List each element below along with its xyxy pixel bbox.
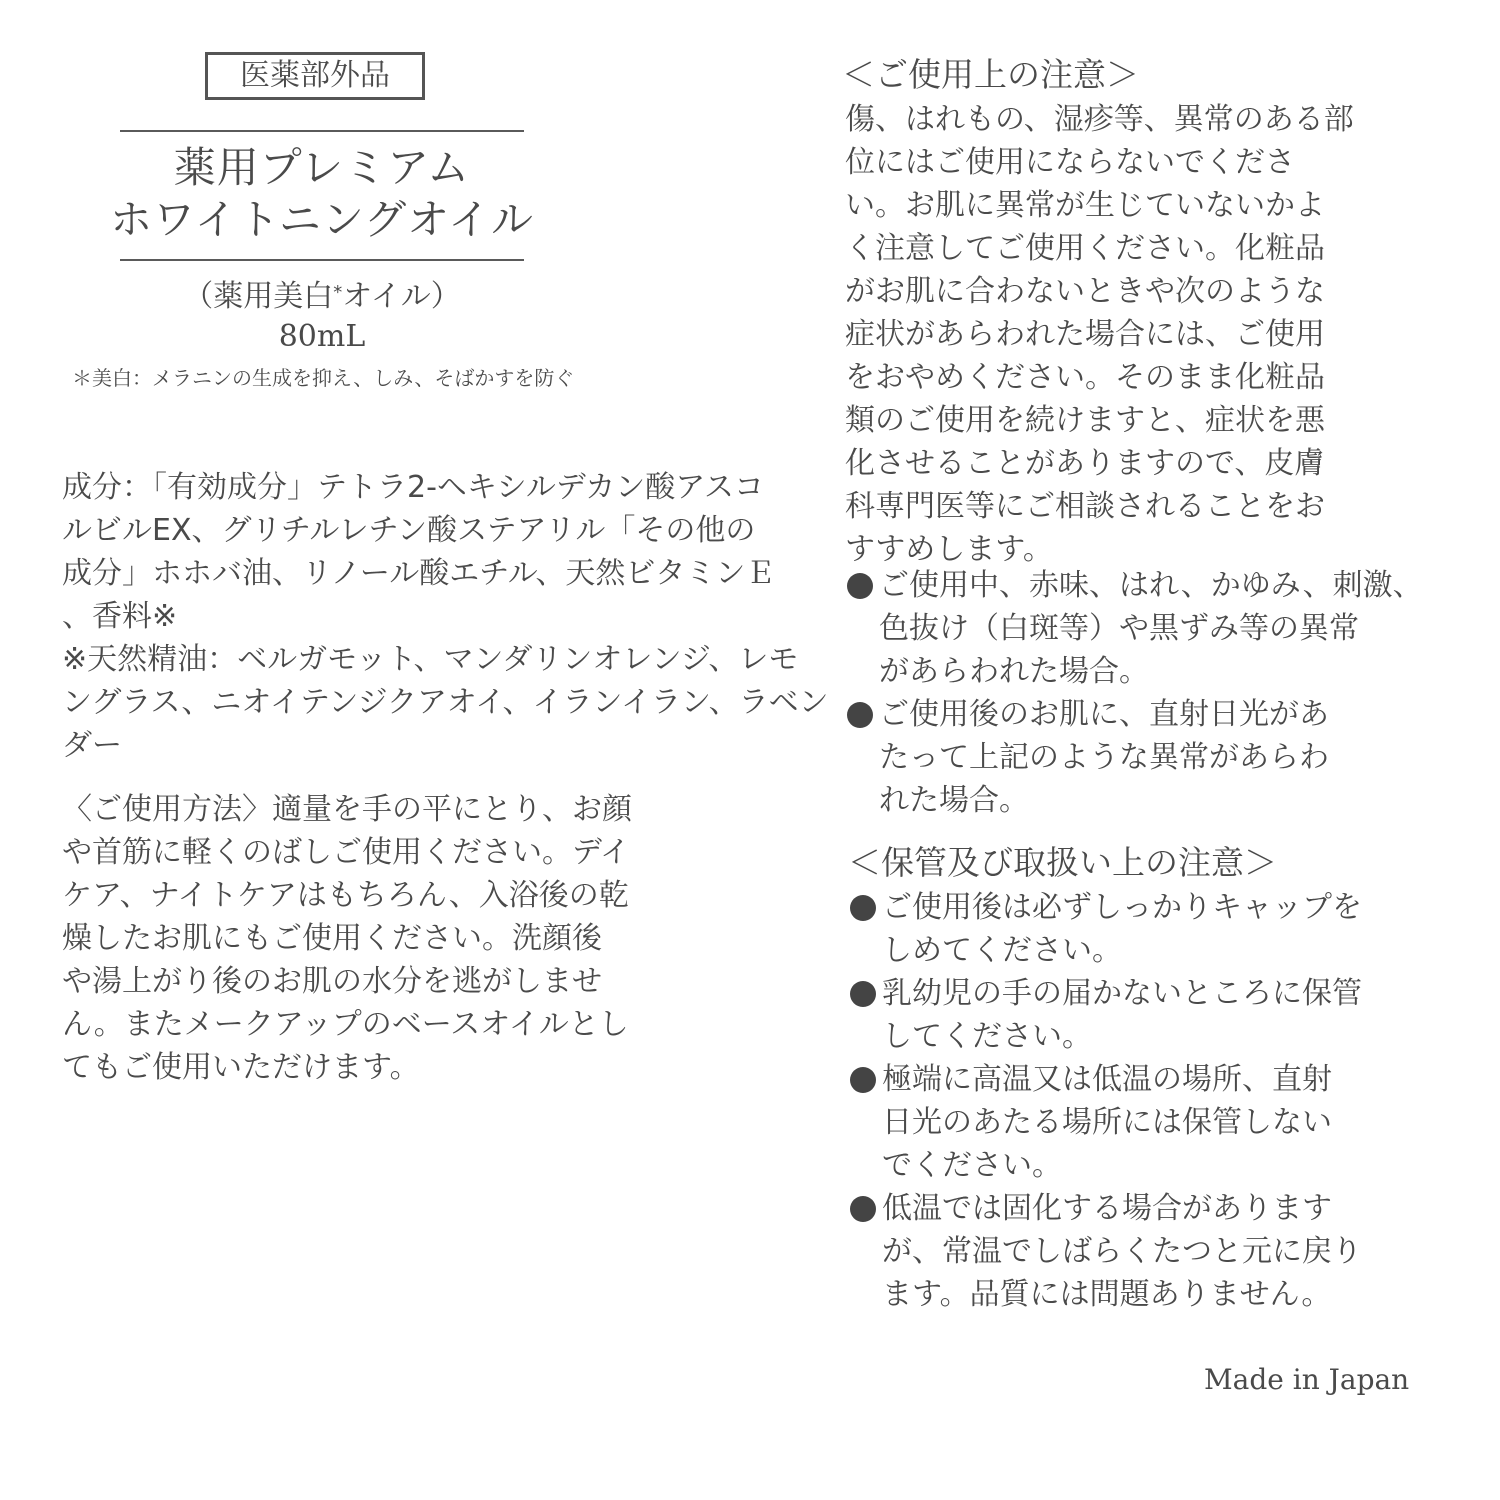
product-volume: 80mL bbox=[278, 319, 366, 354]
ingredients-line: ルビルEX、グリチルレチン酸ステアリル「その他の bbox=[62, 513, 756, 548]
caution-bullet-list bbox=[845, 564, 1423, 822]
storage-bullet-line: してください。 bbox=[882, 1019, 1092, 1054]
caution-bullet-line: ご使用後のお肌に、直射日光があ bbox=[879, 697, 1329, 732]
storage-bullet-line: 極端に高温又は低温の場所、直射 bbox=[882, 1062, 1332, 1097]
storage-bullet-line: 低温では固化する場合があります bbox=[882, 1191, 1332, 1226]
caution-heading: ＜ご使用上の注意＞ bbox=[842, 55, 1139, 94]
ingredients-line: ングラス、ニオイテンジクアオイ、イランイラン、ラベン bbox=[62, 685, 829, 720]
usage-line: 〈ご使用方法〉適量を手の平にとり、お顔 bbox=[62, 792, 632, 827]
caution-bullet-line: たって上記のような異常があらわ bbox=[879, 740, 1329, 775]
ingredients-line: 成分」ホホバ油、リノール酸エチル、天然ビタミンＥ bbox=[62, 556, 776, 591]
usage-line: ケア、ナイトケアはもちろん、入浴後の乾 bbox=[62, 878, 629, 913]
product-name-line1: 薬用プレミアム bbox=[173, 143, 471, 192]
title-rule-top bbox=[120, 130, 524, 132]
caution-line: 化させることがありますので、皮膚 bbox=[845, 446, 1325, 481]
caution-line: 科専門医等にご相談されることをお bbox=[845, 489, 1325, 524]
ingredients-line: ※天然精油：ベルガモット、マンダリンオレンジ、レモ bbox=[62, 642, 799, 677]
caution-line: すすめします。 bbox=[845, 532, 1053, 567]
bullet-dot-icon bbox=[850, 895, 876, 921]
product-name-line2: ホワイトニングオイル bbox=[109, 195, 535, 244]
caution-line: 位にはご使用にならないでくださ bbox=[845, 145, 1295, 180]
caution-bullet-item bbox=[845, 693, 1405, 822]
storage-heading: ＜保管及び取扱い上の注意＞ bbox=[848, 843, 1277, 882]
caution-line: をおやめください。そのまま化粧品 bbox=[845, 360, 1325, 395]
storage-bullet-line: ご使用後は必ずしっかりキャップを bbox=[882, 890, 1362, 925]
caution-bullet-line: れた場合。 bbox=[879, 783, 1029, 818]
caution-line: く注意してご使用ください。化粧品 bbox=[845, 231, 1325, 266]
bullet-dot-icon bbox=[847, 573, 873, 599]
storage-bullet-item bbox=[848, 1058, 1408, 1187]
storage-bullet-list bbox=[848, 886, 1408, 1316]
title-rule-bottom bbox=[120, 259, 524, 261]
usage-line: 燥したお肌にもご使用ください。洗顔後 bbox=[62, 921, 602, 956]
product-type-suffix: オイル） bbox=[342, 279, 461, 314]
bullet-dot-icon bbox=[850, 1196, 876, 1222]
caution-bullet-item bbox=[845, 564, 1423, 693]
storage-bullet-line: しめてください。 bbox=[882, 933, 1122, 968]
caution-bullet-line: ご使用中、赤味、はれ、かゆみ、刺激、 bbox=[879, 568, 1423, 603]
ingredients-line: 、香料※ bbox=[62, 599, 178, 634]
caution-line: がお肌に合わないときや次のような bbox=[845, 274, 1325, 309]
storage-bullet-item bbox=[848, 972, 1408, 1058]
caution-line: 傷、はれもの、湿疹等、異常のある部 bbox=[845, 102, 1354, 137]
ingredients-line: ダー bbox=[62, 728, 122, 763]
caution-bullet-line: 色抜け（白斑等）や黒ずみ等の異常 bbox=[879, 611, 1359, 646]
usage-line: や首筋に軽くのばしご使用ください。デイ bbox=[62, 835, 630, 870]
storage-bullet-line: 日光のあたる場所には保管しない bbox=[882, 1105, 1332, 1140]
usage-line: てもご使用いただけます。 bbox=[62, 1050, 420, 1085]
made-in-label: Made in Japan bbox=[1204, 1363, 1410, 1396]
storage-bullet-line: ます。品質には問題ありません。 bbox=[882, 1277, 1332, 1312]
ingredients-line: 成分：「有効成分」テトラ2-ヘキシルデカン酸アスコ bbox=[62, 470, 765, 505]
whitening-footnote: ＊美白：メラニンの生成を抑え、しみ、そばかすを防ぐ bbox=[72, 366, 575, 390]
storage-bullet-line: でください。 bbox=[882, 1148, 1062, 1183]
caution-body bbox=[845, 98, 1405, 571]
caution-line: 症状があらわれた場合には、ご使用 bbox=[845, 317, 1325, 352]
storage-bullet-line: 乳幼児の手の届かないところに保管 bbox=[882, 976, 1362, 1011]
caution-line: い。お肌に異常が生じていないかよ bbox=[845, 188, 1325, 223]
storage-bullet-item bbox=[848, 1187, 1408, 1316]
bullet-dot-icon bbox=[847, 702, 873, 728]
storage-bullet-item bbox=[848, 886, 1408, 972]
product-type-mark: * bbox=[333, 282, 343, 303]
product-type-prefix: （薬用美白 bbox=[183, 279, 334, 314]
product-name bbox=[100, 142, 544, 246]
caution-line: 類のご使用を続けますと、症状を悪 bbox=[845, 403, 1325, 438]
product-type bbox=[100, 277, 544, 317]
storage-bullet-line: が、常温でしばらくたつと元に戻り bbox=[882, 1234, 1362, 1269]
usage-line: ん。またメークアップのベースオイルとし bbox=[62, 1007, 629, 1042]
ingredients-section bbox=[62, 466, 829, 767]
usage-line: や湯上がり後のお肌の水分を逃がしませ bbox=[62, 964, 602, 999]
caution-bullet-line: があらわれた場合。 bbox=[879, 654, 1149, 689]
bullet-dot-icon bbox=[850, 981, 876, 1007]
quasi-drug-badge: 医薬部外品 bbox=[205, 52, 425, 100]
bullet-dot-icon bbox=[850, 1067, 876, 1093]
usage-section bbox=[62, 788, 742, 1089]
